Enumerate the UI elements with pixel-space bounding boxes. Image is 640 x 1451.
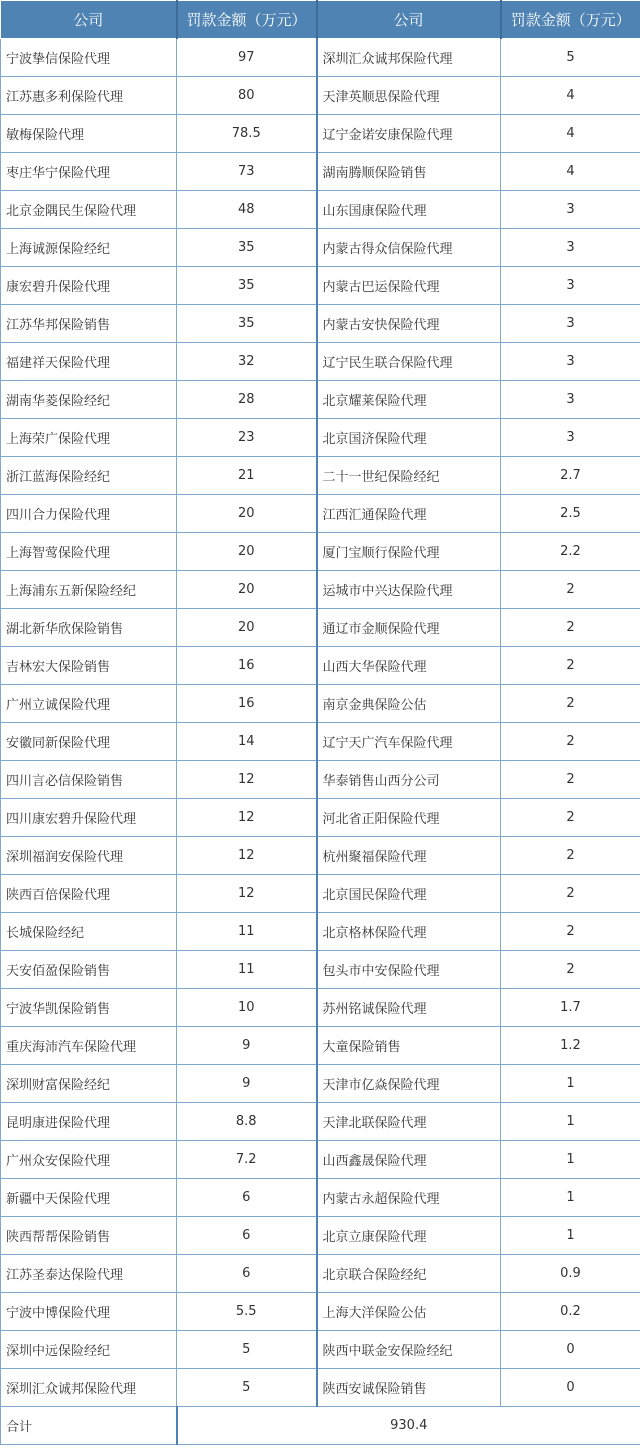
fine-left-cell: 32 — [177, 343, 317, 381]
table-body — [1, 39, 640, 1407]
fine-left-cell: 6 — [177, 1179, 317, 1217]
fine-right-cell: 2 — [501, 951, 640, 989]
fine-left-cell: 7.2 — [177, 1141, 317, 1179]
company-right-cell: 陕西安诚保险销售 — [317, 1369, 501, 1407]
fine-right-cell: 3 — [501, 305, 640, 343]
header-row — [1, 1, 640, 39]
fine-right-cell: 2 — [501, 685, 640, 723]
total-value: 930.4 — [177, 1407, 640, 1445]
fine-left-cell: 10 — [177, 989, 317, 1027]
fine-left-cell: 21 — [177, 457, 317, 495]
fine-left-cell: 16 — [177, 647, 317, 685]
company-right-cell: 南京金典保险公估 — [317, 685, 501, 723]
fine-left-cell: 11 — [177, 913, 317, 951]
company-left-cell: 上海诚源保险经纪 — [1, 229, 177, 267]
fine-left-cell: 73 — [177, 153, 317, 191]
company-left-cell: 湖北新华欣保险销售 — [1, 609, 177, 647]
total-label: 合计 — [1, 1407, 177, 1445]
company-left-cell: 浙江蓝海保险经纪 — [1, 457, 177, 495]
fine-left-cell: 97 — [177, 39, 317, 77]
table-row — [1, 1179, 640, 1217]
company-left-cell: 安徽同新保险代理 — [1, 723, 177, 761]
table-row — [1, 1331, 640, 1369]
table-row — [1, 419, 640, 457]
company-right-cell: 内蒙古安快保险代理 — [317, 305, 501, 343]
company-right-cell: 内蒙古永超保险代理 — [317, 1179, 501, 1217]
fine-left-cell: 5 — [177, 1369, 317, 1407]
fine-left-cell: 9 — [177, 1065, 317, 1103]
company-left-cell: 吉林宏大保险销售 — [1, 647, 177, 685]
company-right-cell: 北京格林保险代理 — [317, 913, 501, 951]
header-fine-right: 罚款金额（万元） — [501, 1, 640, 39]
company-left-cell: 福建祥天保险代理 — [1, 343, 177, 381]
fine-left-cell: 20 — [177, 495, 317, 533]
fine-right-cell: 2 — [501, 571, 640, 609]
fine-left-cell: 12 — [177, 875, 317, 913]
table-row — [1, 571, 640, 609]
table-row — [1, 799, 640, 837]
table-row — [1, 77, 640, 115]
company-left-cell: 深圳中远保险经纪 — [1, 1331, 177, 1369]
fine-left-cell: 78.5 — [177, 115, 317, 153]
company-left-cell: 深圳福润安保险代理 — [1, 837, 177, 875]
fine-right-cell: 3 — [501, 229, 640, 267]
header-company-right: 公司 — [317, 1, 501, 39]
company-right-cell: 大童保险销售 — [317, 1027, 501, 1065]
company-right-cell: 厦门宝顺行保险代理 — [317, 533, 501, 571]
company-right-cell: 山东国康保险代理 — [317, 191, 501, 229]
fine-left-cell: 5.5 — [177, 1293, 317, 1331]
table-row — [1, 837, 640, 875]
fine-right-cell: 2 — [501, 723, 640, 761]
fine-right-cell: 1 — [501, 1103, 640, 1141]
table-row — [1, 1369, 640, 1407]
fine-right-cell: 2 — [501, 609, 640, 647]
header-fine-left: 罚款金额（万元） — [177, 1, 317, 39]
company-left-cell: 陕西百倍保险代理 — [1, 875, 177, 913]
company-left-cell: 新疆中天保险代理 — [1, 1179, 177, 1217]
fine-right-cell: 2.5 — [501, 495, 640, 533]
company-right-cell: 二十一世纪保险经纪 — [317, 457, 501, 495]
company-right-cell: 深圳汇众诚邦保险代理 — [317, 39, 501, 77]
fine-right-cell: 5 — [501, 39, 640, 77]
fine-right-cell: 3 — [501, 343, 640, 381]
fine-right-cell: 2 — [501, 837, 640, 875]
company-left-cell: 江苏圣泰达保险代理 — [1, 1255, 177, 1293]
table-row — [1, 267, 640, 305]
table-row — [1, 1141, 640, 1179]
company-left-cell: 江苏华邦保险销售 — [1, 305, 177, 343]
table-row — [1, 495, 640, 533]
table-row — [1, 115, 640, 153]
fine-left-cell: 35 — [177, 229, 317, 267]
table-row — [1, 951, 640, 989]
fine-right-cell: 3 — [501, 419, 640, 457]
fine-right-cell: 2 — [501, 913, 640, 951]
table-row — [1, 913, 640, 951]
company-right-cell: 北京国济保险代理 — [317, 419, 501, 457]
fine-right-cell: 0.2 — [501, 1293, 640, 1331]
company-right-cell: 内蒙古得众信保险代理 — [317, 229, 501, 267]
fine-left-cell: 12 — [177, 837, 317, 875]
table-row — [1, 1027, 640, 1065]
fine-right-cell: 2.7 — [501, 457, 640, 495]
fine-left-cell: 35 — [177, 267, 317, 305]
fine-right-cell: 1 — [501, 1217, 640, 1255]
company-right-cell: 内蒙古巴运保险代理 — [317, 267, 501, 305]
fine-right-cell: 3 — [501, 381, 640, 419]
company-left-cell: 广州众安保险代理 — [1, 1141, 177, 1179]
fine-right-cell: 1 — [501, 1179, 640, 1217]
company-right-cell: 陕西中联金安保险经纪 — [317, 1331, 501, 1369]
company-left-cell: 上海浦东五新保险经纪 — [1, 571, 177, 609]
total-row — [1, 1407, 640, 1445]
company-left-cell: 康宏碧升保险代理 — [1, 267, 177, 305]
company-right-cell: 北京立康保险代理 — [317, 1217, 501, 1255]
table-row — [1, 153, 640, 191]
table-row — [1, 1217, 640, 1255]
company-right-cell: 北京联合保险经纪 — [317, 1255, 501, 1293]
company-right-cell: 运城市中兴达保险代理 — [317, 571, 501, 609]
company-left-cell: 广州立诚保险代理 — [1, 685, 177, 723]
table-row — [1, 761, 640, 799]
table-row — [1, 875, 640, 913]
company-right-cell: 天津北联保险代理 — [317, 1103, 501, 1141]
fine-right-cell: 2 — [501, 875, 640, 913]
company-right-cell: 河北省正阳保险代理 — [317, 799, 501, 837]
fine-left-cell: 14 — [177, 723, 317, 761]
company-left-cell: 四川言必信保险销售 — [1, 761, 177, 799]
fine-left-cell: 11 — [177, 951, 317, 989]
fine-right-cell: 1 — [501, 1065, 640, 1103]
fine-left-cell: 5 — [177, 1331, 317, 1369]
company-left-cell: 四川康宏碧升保险代理 — [1, 799, 177, 837]
company-right-cell: 辽宁金诺安康保险代理 — [317, 115, 501, 153]
company-right-cell: 辽宁民生联合保险代理 — [317, 343, 501, 381]
table-row — [1, 609, 640, 647]
table-row — [1, 533, 640, 571]
header-company-left: 公司 — [1, 1, 177, 39]
company-right-cell: 北京国民保险代理 — [317, 875, 501, 913]
fine-right-cell: 0 — [501, 1369, 640, 1407]
fine-right-cell: 0.9 — [501, 1255, 640, 1293]
fine-left-cell: 48 — [177, 191, 317, 229]
company-right-cell: 天津英顺思保险代理 — [317, 77, 501, 115]
company-left-cell: 宁波华凯保险销售 — [1, 989, 177, 1027]
table-row — [1, 343, 640, 381]
company-left-cell: 上海智莺保险代理 — [1, 533, 177, 571]
fine-right-cell: 3 — [501, 191, 640, 229]
company-right-cell: 江西汇通保险代理 — [317, 495, 501, 533]
company-right-cell: 天津市亿焱保险代理 — [317, 1065, 501, 1103]
fine-left-cell: 9 — [177, 1027, 317, 1065]
table-row — [1, 39, 640, 77]
company-right-cell: 湖南腾顺保险销售 — [317, 153, 501, 191]
fine-left-cell: 20 — [177, 571, 317, 609]
fine-right-cell: 4 — [501, 115, 640, 153]
table-row — [1, 1103, 640, 1141]
table-row — [1, 305, 640, 343]
company-left-cell: 深圳财富保险经纪 — [1, 1065, 177, 1103]
fine-left-cell: 16 — [177, 685, 317, 723]
fine-right-cell: 1.2 — [501, 1027, 640, 1065]
company-right-cell: 山西鑫晟保险代理 — [317, 1141, 501, 1179]
fine-left-cell: 6 — [177, 1255, 317, 1293]
company-left-cell: 上海荣广保险代理 — [1, 419, 177, 457]
fine-right-cell: 2 — [501, 761, 640, 799]
table-row — [1, 1293, 640, 1331]
company-left-cell: 宁波挚信保险代理 — [1, 39, 177, 77]
fine-right-cell: 2 — [501, 647, 640, 685]
table-row — [1, 685, 640, 723]
fine-left-cell: 12 — [177, 761, 317, 799]
fine-right-cell: 4 — [501, 153, 640, 191]
company-left-cell: 敏梅保险代理 — [1, 115, 177, 153]
fine-left-cell: 35 — [177, 305, 317, 343]
fine-right-cell: 1.7 — [501, 989, 640, 1027]
table-row — [1, 723, 640, 761]
fine-right-cell: 1 — [501, 1141, 640, 1179]
company-right-cell: 辽宁天广汽车保险代理 — [317, 723, 501, 761]
fine-right-cell: 3 — [501, 267, 640, 305]
table-row — [1, 647, 640, 685]
company-left-cell: 深圳汇众诚邦保险代理 — [1, 1369, 177, 1407]
table-row — [1, 457, 640, 495]
table-row — [1, 191, 640, 229]
fine-left-cell: 28 — [177, 381, 317, 419]
fine-left-cell: 6 — [177, 1217, 317, 1255]
company-left-cell: 陕西帮帮保险销售 — [1, 1217, 177, 1255]
table-row — [1, 1065, 640, 1103]
fine-left-cell: 12 — [177, 799, 317, 837]
fine-left-cell: 23 — [177, 419, 317, 457]
company-right-cell: 杭州聚福保险代理 — [317, 837, 501, 875]
company-right-cell: 苏州铭诚保险代理 — [317, 989, 501, 1027]
company-left-cell: 宁波中博保险代理 — [1, 1293, 177, 1331]
company-right-cell: 上海大洋保险公估 — [317, 1293, 501, 1331]
fine-left-cell: 20 — [177, 533, 317, 571]
fine-left-cell: 8.8 — [177, 1103, 317, 1141]
company-right-cell: 北京耀莱保险代理 — [317, 381, 501, 419]
fine-right-cell: 2 — [501, 799, 640, 837]
company-left-cell: 北京金隅民生保险代理 — [1, 191, 177, 229]
company-left-cell: 四川合力保险代理 — [1, 495, 177, 533]
company-left-cell: 长城保险经纪 — [1, 913, 177, 951]
company-left-cell: 重庆海沛汽车保险代理 — [1, 1027, 177, 1065]
company-right-cell: 包头市中安保险代理 — [317, 951, 501, 989]
table-row — [1, 381, 640, 419]
company-left-cell: 湖南华菱保险经纪 — [1, 381, 177, 419]
fine-right-cell: 4 — [501, 77, 640, 115]
fine-right-cell: 2.2 — [501, 533, 640, 571]
fine-left-cell: 20 — [177, 609, 317, 647]
company-right-cell: 通辽市金顺保险代理 — [317, 609, 501, 647]
company-right-cell: 山西大华保险代理 — [317, 647, 501, 685]
company-right-cell: 华泰销售山西分公司 — [317, 761, 501, 799]
company-left-cell: 枣庄华宁保险代理 — [1, 153, 177, 191]
company-left-cell: 天安佰盈保险销售 — [1, 951, 177, 989]
table-row — [1, 989, 640, 1027]
fine-left-cell: 80 — [177, 77, 317, 115]
table-row — [1, 229, 640, 267]
company-left-cell: 江苏惠多利保险代理 — [1, 77, 177, 115]
fine-right-cell: 0 — [501, 1331, 640, 1369]
table-row — [1, 1255, 640, 1293]
company-left-cell: 昆明康进保险代理 — [1, 1103, 177, 1141]
